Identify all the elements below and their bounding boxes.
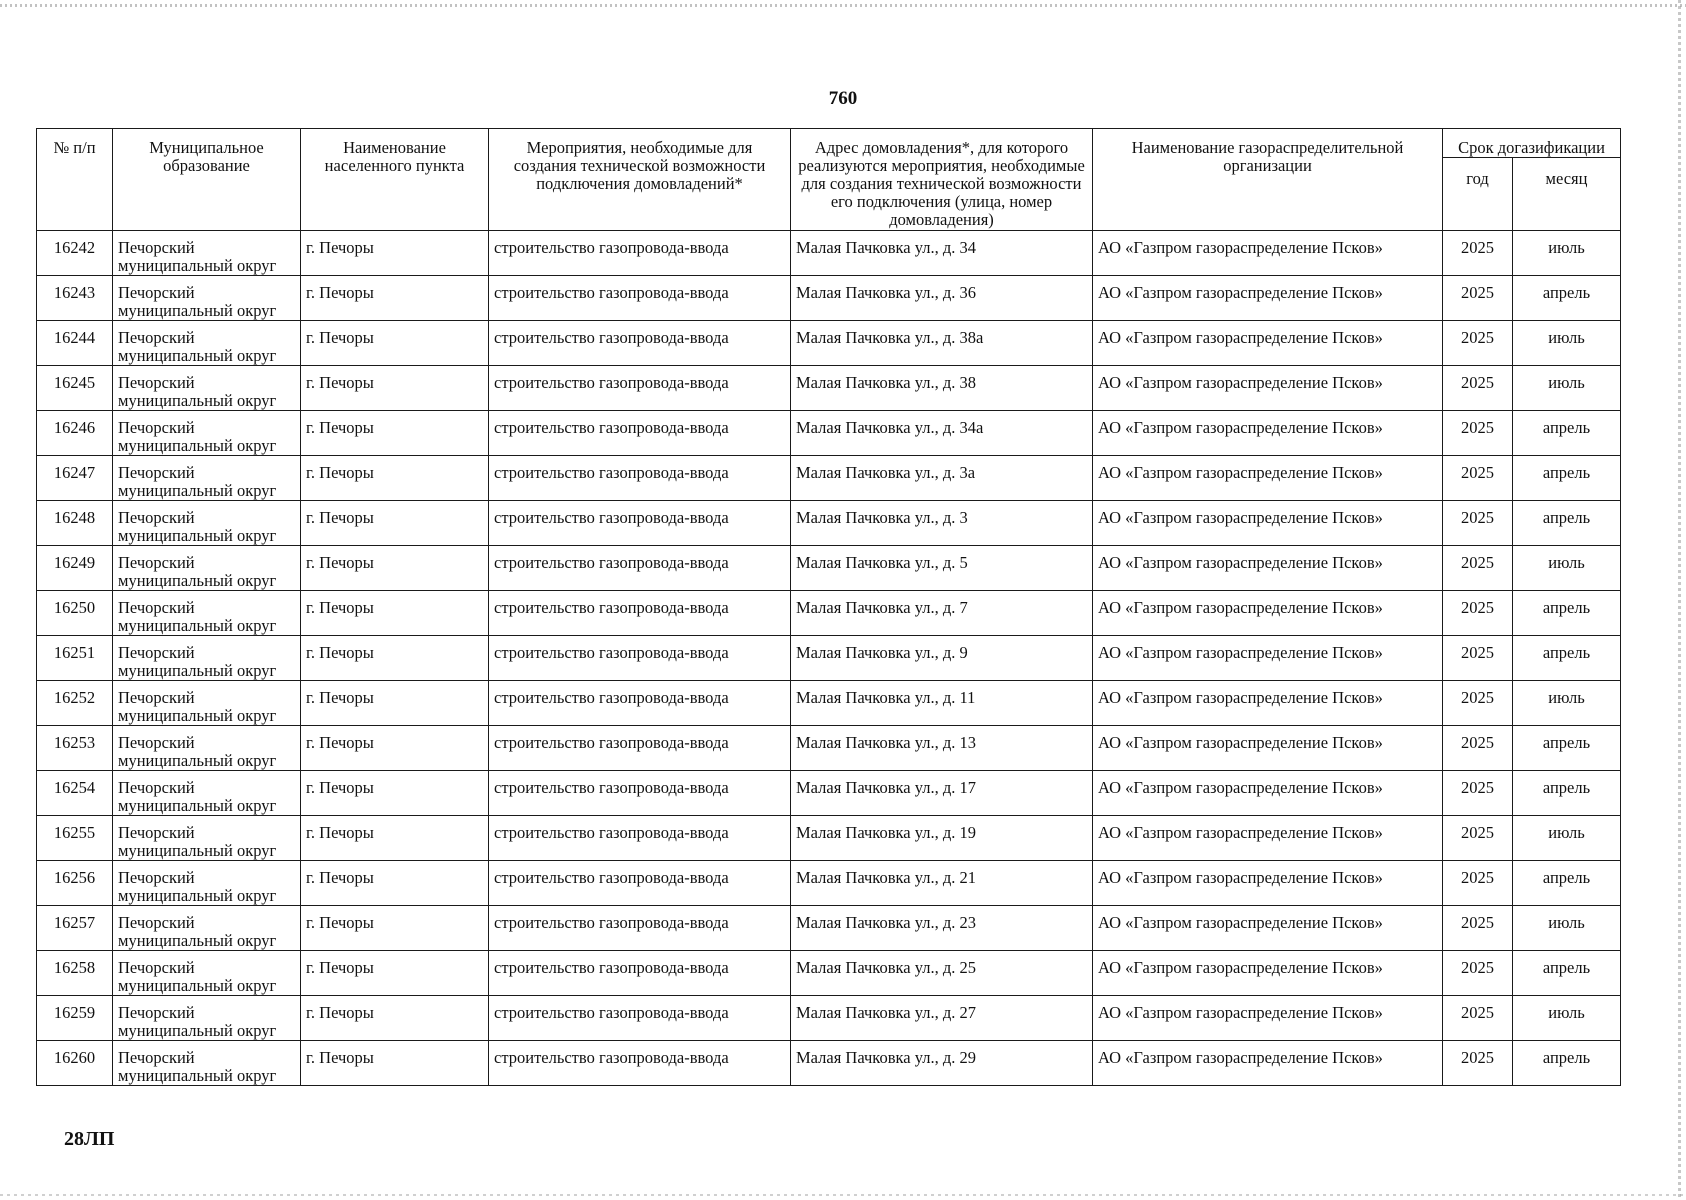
cell-year: 2025 xyxy=(1443,276,1513,321)
cell-address: Малая Пачковка ул., д. 34 xyxy=(791,231,1093,276)
cell-organization: АО «Газпром газораспределение Псков» xyxy=(1093,636,1443,681)
cell-address: Малая Пачковка ул., д. 38 xyxy=(791,366,1093,411)
cell-month: июль xyxy=(1513,366,1621,411)
cell-organization: АО «Газпром газораспределение Псков» xyxy=(1093,726,1443,771)
cell-measure: строительство газопровода-ввода xyxy=(489,591,791,636)
cell-municipality: Печорский муниципальный округ xyxy=(113,591,301,636)
cell-measure: строительство газопровода-ввода xyxy=(489,996,791,1041)
cell-settlement: г. Печоры xyxy=(301,906,489,951)
cell-settlement: г. Печоры xyxy=(301,231,489,276)
cell-settlement: г. Печоры xyxy=(301,276,489,321)
cell-address: Малая Пачковка ул., д. 17 xyxy=(791,771,1093,816)
footer-code: 28ЛП xyxy=(64,1128,115,1150)
cell-num: 16251 xyxy=(37,636,113,681)
header-year: год xyxy=(1443,158,1513,231)
cell-month: апрель xyxy=(1513,1041,1621,1086)
table-row xyxy=(37,771,1621,816)
cell-municipality: Печорский муниципальный округ xyxy=(113,906,301,951)
cell-municipality: Печорский муниципальный округ xyxy=(113,501,301,546)
cell-organization: АО «Газпром газораспределение Псков» xyxy=(1093,681,1443,726)
table-row xyxy=(37,231,1621,276)
cell-month: апрель xyxy=(1513,771,1621,816)
table-row xyxy=(37,996,1621,1041)
table-row xyxy=(37,951,1621,996)
cell-measure: строительство газопровода-ввода xyxy=(489,501,791,546)
cell-municipality: Печорский муниципальный округ xyxy=(113,771,301,816)
cell-year: 2025 xyxy=(1443,1041,1513,1086)
cell-year: 2025 xyxy=(1443,591,1513,636)
cell-month: апрель xyxy=(1513,636,1621,681)
cell-organization: АО «Газпром газораспределение Псков» xyxy=(1093,861,1443,906)
cell-measure: строительство газопровода-ввода xyxy=(489,861,791,906)
cell-address: Малая Пачковка ул., д. 36 xyxy=(791,276,1093,321)
cell-address: Малая Пачковка ул., д. 13 xyxy=(791,726,1093,771)
cell-year: 2025 xyxy=(1443,411,1513,456)
cell-municipality: Печорский муниципальный округ xyxy=(113,456,301,501)
cell-num: 16260 xyxy=(37,1041,113,1086)
cell-settlement: г. Печоры xyxy=(301,951,489,996)
cell-organization: АО «Газпром газораспределение Псков» xyxy=(1093,996,1443,1041)
cell-settlement: г. Печоры xyxy=(301,996,489,1041)
cell-organization: АО «Газпром газораспределение Псков» xyxy=(1093,546,1443,591)
cell-year: 2025 xyxy=(1443,231,1513,276)
cell-address: Малая Пачковка ул., д. 25 xyxy=(791,951,1093,996)
cell-settlement: г. Печоры xyxy=(301,816,489,861)
cell-municipality: Печорский муниципальный округ xyxy=(113,1041,301,1086)
cell-organization: АО «Газпром газораспределение Псков» xyxy=(1093,276,1443,321)
cell-organization: АО «Газпром газораспределение Псков» xyxy=(1093,1041,1443,1086)
cell-measure: строительство газопровода-ввода xyxy=(489,951,791,996)
cell-settlement: г. Печоры xyxy=(301,321,489,366)
cell-measure: строительство газопровода-ввода xyxy=(489,1041,791,1086)
cell-year: 2025 xyxy=(1443,501,1513,546)
scan-edge-right xyxy=(1678,0,1681,1200)
cell-num: 16255 xyxy=(37,816,113,861)
cell-month: июль xyxy=(1513,231,1621,276)
cell-num: 16249 xyxy=(37,546,113,591)
cell-year: 2025 xyxy=(1443,771,1513,816)
table-row xyxy=(37,501,1621,546)
table-row xyxy=(37,591,1621,636)
cell-organization: АО «Газпром газораспределение Псков» xyxy=(1093,231,1443,276)
cell-address: Малая Пачковка ул., д. 21 xyxy=(791,861,1093,906)
cell-num: 16243 xyxy=(37,276,113,321)
cell-measure: строительство газопровода-ввода xyxy=(489,456,791,501)
cell-address: Малая Пачковка ул., д. 27 xyxy=(791,996,1093,1041)
cell-year: 2025 xyxy=(1443,906,1513,951)
cell-organization: АО «Газпром газораспределение Псков» xyxy=(1093,951,1443,996)
cell-year: 2025 xyxy=(1443,636,1513,681)
table-row xyxy=(37,456,1621,501)
cell-year: 2025 xyxy=(1443,546,1513,591)
table-row xyxy=(37,906,1621,951)
cell-organization: АО «Газпром газораспределение Псков» xyxy=(1093,816,1443,861)
cell-year: 2025 xyxy=(1443,456,1513,501)
header-measures: Мероприятия, необходимые для создания технической возможности подключения домовладений* xyxy=(489,129,791,231)
table-row xyxy=(37,681,1621,726)
scan-edge-bottom xyxy=(0,1194,1686,1196)
header-month: месяц xyxy=(1513,158,1621,231)
header-municipality: Муниципальное образование xyxy=(113,129,301,231)
cell-measure: строительство газопровода-ввода xyxy=(489,546,791,591)
table-row xyxy=(37,636,1621,681)
cell-year: 2025 xyxy=(1443,816,1513,861)
cell-settlement: г. Печоры xyxy=(301,546,489,591)
cell-measure: строительство газопровода-ввода xyxy=(489,771,791,816)
cell-address: Малая Пачковка ул., д. 38а xyxy=(791,321,1093,366)
cell-measure: строительство газопровода-ввода xyxy=(489,906,791,951)
cell-municipality: Печорский муниципальный округ xyxy=(113,276,301,321)
table-row xyxy=(37,1041,1621,1086)
cell-settlement: г. Печоры xyxy=(301,591,489,636)
header-address: Адрес домовладения*, для которого реализуются мероприятия, необходимые для создания технической возможности его подключения (улица, номер домовладения) xyxy=(791,129,1093,231)
cell-month: июль xyxy=(1513,906,1621,951)
cell-settlement: г. Печоры xyxy=(301,501,489,546)
cell-municipality: Печорский муниципальный округ xyxy=(113,366,301,411)
cell-year: 2025 xyxy=(1443,681,1513,726)
cell-municipality: Печорский муниципальный округ xyxy=(113,681,301,726)
cell-month: июль xyxy=(1513,321,1621,366)
cell-organization: АО «Газпром газораспределение Псков» xyxy=(1093,411,1443,456)
cell-measure: строительство газопровода-ввода xyxy=(489,816,791,861)
cell-num: 16254 xyxy=(37,771,113,816)
cell-organization: АО «Газпром газораспределение Псков» xyxy=(1093,501,1443,546)
cell-measure: строительство газопровода-ввода xyxy=(489,366,791,411)
cell-settlement: г. Печоры xyxy=(301,861,489,906)
cell-month: апрель xyxy=(1513,276,1621,321)
cell-settlement: г. Печоры xyxy=(301,366,489,411)
cell-measure: строительство газопровода-ввода xyxy=(489,231,791,276)
cell-settlement: г. Печоры xyxy=(301,636,489,681)
cell-month: апрель xyxy=(1513,411,1621,456)
cell-num: 16259 xyxy=(37,996,113,1041)
table-row xyxy=(37,366,1621,411)
table-row xyxy=(37,276,1621,321)
cell-year: 2025 xyxy=(1443,321,1513,366)
cell-num: 16247 xyxy=(37,456,113,501)
cell-address: Малая Пачковка ул., д. 23 xyxy=(791,906,1093,951)
cell-year: 2025 xyxy=(1443,996,1513,1041)
cell-address: Малая Пачковка ул., д. 3а xyxy=(791,456,1093,501)
cell-municipality: Печорский муниципальный округ xyxy=(113,321,301,366)
cell-num: 16242 xyxy=(37,231,113,276)
header-num: № п/п xyxy=(37,129,113,231)
cell-month: апрель xyxy=(1513,591,1621,636)
gasification-register-table xyxy=(36,128,1621,1086)
cell-address: Малая Пачковка ул., д. 34а xyxy=(791,411,1093,456)
cell-municipality: Печорский муниципальный округ xyxy=(113,546,301,591)
cell-month: апрель xyxy=(1513,861,1621,906)
cell-month: июль xyxy=(1513,816,1621,861)
cell-municipality: Печорский муниципальный округ xyxy=(113,411,301,456)
cell-municipality: Печорский муниципальный округ xyxy=(113,861,301,906)
cell-settlement: г. Печоры xyxy=(301,456,489,501)
cell-year: 2025 xyxy=(1443,726,1513,771)
header-deadline: Срок догазификации xyxy=(1443,129,1621,158)
cell-year: 2025 xyxy=(1443,951,1513,996)
cell-settlement: г. Печоры xyxy=(301,411,489,456)
scan-edge-top xyxy=(0,4,1686,7)
cell-measure: строительство газопровода-ввода xyxy=(489,681,791,726)
cell-month: апрель xyxy=(1513,726,1621,771)
cell-year: 2025 xyxy=(1443,861,1513,906)
cell-settlement: г. Печоры xyxy=(301,771,489,816)
table-row xyxy=(37,816,1621,861)
cell-num: 16253 xyxy=(37,726,113,771)
cell-municipality: Печорский муниципальный округ xyxy=(113,636,301,681)
cell-month: апрель xyxy=(1513,501,1621,546)
table-row xyxy=(37,861,1621,906)
cell-municipality: Печорский муниципальный округ xyxy=(113,951,301,996)
cell-measure: строительство газопровода-ввода xyxy=(489,321,791,366)
header-organization: Наименование газораспределительной организации xyxy=(1093,129,1443,231)
cell-organization: АО «Газпром газораспределение Псков» xyxy=(1093,591,1443,636)
cell-address: Малая Пачковка ул., д. 5 xyxy=(791,546,1093,591)
cell-month: апрель xyxy=(1513,951,1621,996)
cell-address: Малая Пачковка ул., д. 7 xyxy=(791,591,1093,636)
cell-month: июль xyxy=(1513,681,1621,726)
header-settlement: Наименование населенного пункта xyxy=(301,129,489,231)
cell-year: 2025 xyxy=(1443,366,1513,411)
cell-num: 16250 xyxy=(37,591,113,636)
cell-address: Малая Пачковка ул., д. 19 xyxy=(791,816,1093,861)
cell-settlement: г. Печоры xyxy=(301,681,489,726)
cell-organization: АО «Газпром газораспределение Псков» xyxy=(1093,321,1443,366)
table-body xyxy=(37,231,1621,1086)
cell-measure: строительство газопровода-ввода xyxy=(489,636,791,681)
cell-month: июль xyxy=(1513,996,1621,1041)
cell-organization: АО «Газпром газораспределение Псков» xyxy=(1093,906,1443,951)
cell-settlement: г. Печоры xyxy=(301,726,489,771)
cell-num: 16246 xyxy=(37,411,113,456)
cell-municipality: Печорский муниципальный округ xyxy=(113,231,301,276)
cell-measure: строительство газопровода-ввода xyxy=(489,726,791,771)
page-number: 760 xyxy=(828,88,858,109)
cell-month: июль xyxy=(1513,546,1621,591)
cell-num: 16252 xyxy=(37,681,113,726)
cell-address: Малая Пачковка ул., д. 11 xyxy=(791,681,1093,726)
cell-address: Малая Пачковка ул., д. 3 xyxy=(791,501,1093,546)
cell-num: 16248 xyxy=(37,501,113,546)
table-row xyxy=(37,726,1621,771)
cell-organization: АО «Газпром газораспределение Псков» xyxy=(1093,366,1443,411)
cell-organization: АО «Газпром газораспределение Псков» xyxy=(1093,771,1443,816)
table-row xyxy=(37,546,1621,591)
cell-num: 16245 xyxy=(37,366,113,411)
cell-measure: строительство газопровода-ввода xyxy=(489,276,791,321)
cell-settlement: г. Печоры xyxy=(301,1041,489,1086)
cell-organization: АО «Газпром газораспределение Псков» xyxy=(1093,456,1443,501)
cell-address: Малая Пачковка ул., д. 29 xyxy=(791,1041,1093,1086)
cell-address: Малая Пачковка ул., д. 9 xyxy=(791,636,1093,681)
cell-measure: строительство газопровода-ввода xyxy=(489,411,791,456)
cell-num: 16244 xyxy=(37,321,113,366)
cell-municipality: Печорский муниципальный округ xyxy=(113,726,301,771)
cell-num: 16258 xyxy=(37,951,113,996)
table-header xyxy=(37,129,1621,231)
table-row xyxy=(37,411,1621,456)
cell-num: 16257 xyxy=(37,906,113,951)
cell-num: 16256 xyxy=(37,861,113,906)
cell-municipality: Печорский муниципальный округ xyxy=(113,816,301,861)
table-row xyxy=(37,321,1621,366)
cell-municipality: Печорский муниципальный округ xyxy=(113,996,301,1041)
cell-month: апрель xyxy=(1513,456,1621,501)
